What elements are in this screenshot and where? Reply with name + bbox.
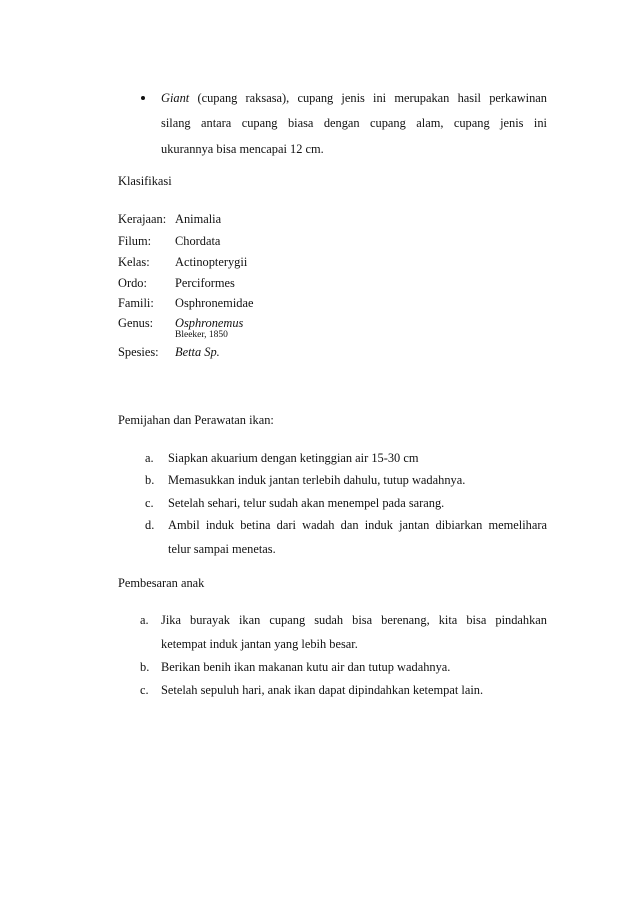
pembesaran-heading: Pembesaran anak (118, 576, 205, 590)
klasifikasi-heading: Klasifikasi (118, 174, 172, 188)
list-item-text: Siapkan akuarium dengan ketinggian air 15-30 cm (168, 451, 419, 465)
classification-value: Betta Sp. (175, 345, 220, 359)
bullet-line-2: silang antara cupang biasa dengan cupang alam, cupang jenis ini (161, 116, 547, 130)
list-item-text: Ambil induk betina dari wadah dan induk jantan dibiarkan memelihara (168, 518, 547, 532)
list-item-marker: c. (145, 496, 154, 510)
classification-value: Chordata (175, 234, 221, 248)
list-item-text: telur sampai menetas. (168, 542, 276, 556)
classification-label: Genus: (118, 316, 154, 330)
list-item-text: Berikan benih ikan makanan kutu air dan tutup wadahnya. (161, 660, 451, 674)
bullet-line-1 (161, 92, 547, 104)
bullet-term: Giant (161, 91, 190, 105)
classification-value: Perciformes (175, 276, 235, 290)
classification-label: Kerajaan: (118, 212, 167, 226)
list-item-marker: a. (140, 613, 149, 627)
classification-label: Ordo: (118, 276, 147, 290)
classification-value: Osphronemidae (175, 296, 254, 310)
pemijahan-heading: Pemijahan dan Perawatan ikan: (118, 413, 274, 427)
classification-label: Famili: (118, 296, 154, 310)
list-item-text: Setelah sehari, telur sudah akan menempel pada sarang. (168, 496, 445, 510)
list-item-text: ketempat induk jantan yang lebih besar. (161, 637, 358, 651)
list-item-text: Setelah sepuluh hari, anak ikan dapat dipindahkan ketempat lain. (161, 683, 484, 697)
list-item-marker: b. (145, 473, 155, 487)
list-item-text: Jika burayak ikan cupang sudah bisa berenang, kita bisa pindahkan (161, 613, 547, 627)
classification-value: Actinopterygii (175, 255, 248, 269)
list-item-text: Memasukkan induk jantan terlebih dahulu, tutup wadahnya. (168, 473, 466, 487)
classification-label: Filum: (118, 234, 152, 248)
list-item-marker: b. (140, 660, 150, 674)
genus-author: Bleeker, 1850 (175, 330, 228, 340)
classification-value: Osphronemus (175, 316, 244, 330)
classification-label: Spesies: (118, 345, 159, 359)
list-item-marker: a. (145, 451, 154, 465)
classification-value: Animalia (175, 212, 222, 226)
bullet-marker (141, 96, 145, 100)
bullet-line-3: ukurannya bisa mencapai 12 cm. (161, 142, 324, 156)
classification-label: Kelas: (118, 255, 150, 269)
bullet-line-1-text: (cupang raksasa), cupang jenis ini merupakan hasil perkawinan (189, 91, 547, 105)
list-item-marker: d. (145, 518, 155, 532)
list-item-marker: c. (140, 683, 149, 697)
